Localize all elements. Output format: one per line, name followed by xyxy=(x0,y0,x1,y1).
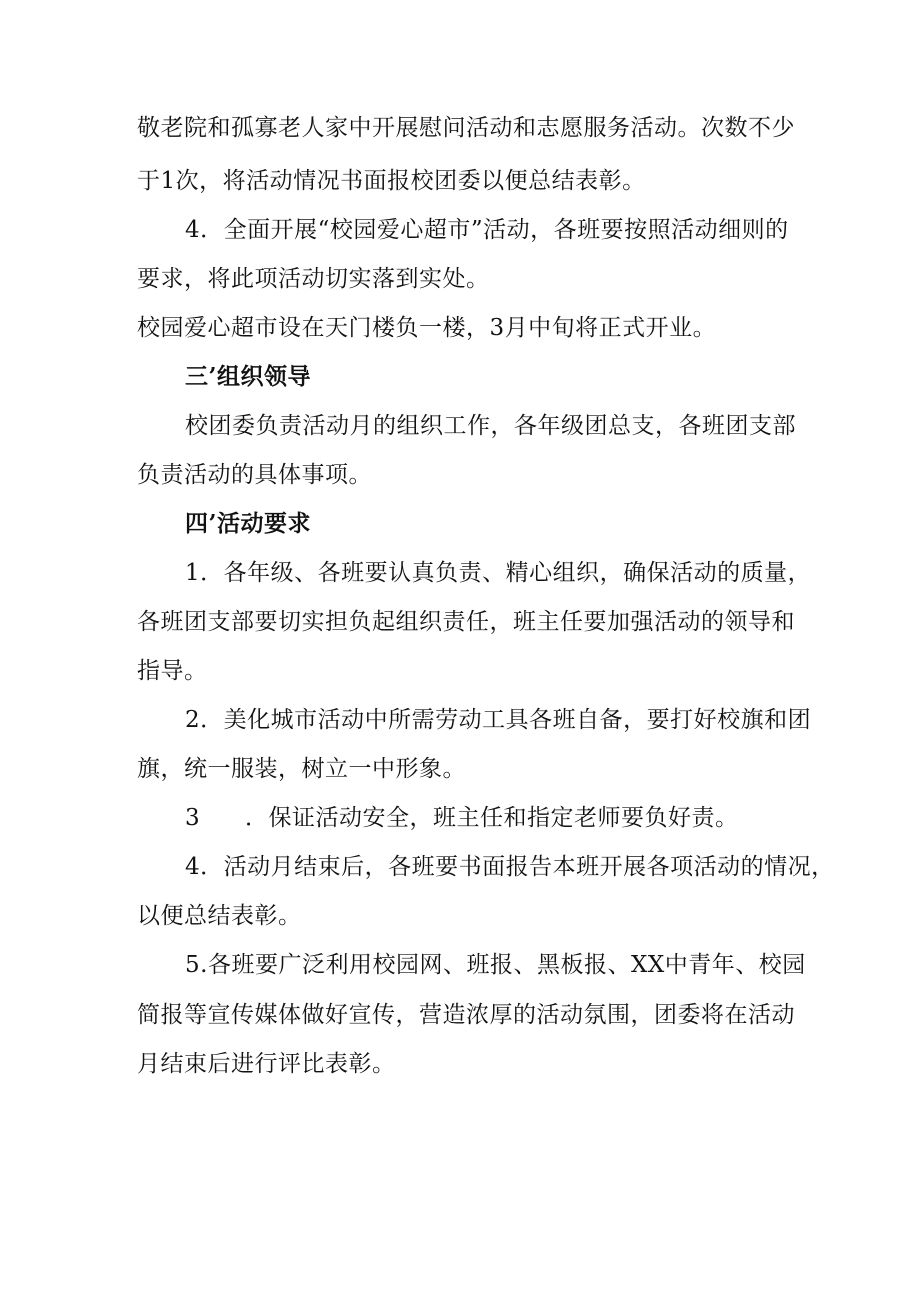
list-item-3 xyxy=(185,803,739,833)
list-item-4b-line-1: 4．活动月结束后，各班要书面报告本班开展各项活动的情况， xyxy=(185,854,835,880)
list-item-5-line-2: 简报等宣传媒体做好宣传，营造浓厚的活动氛围，团委将在活动 xyxy=(137,1002,795,1028)
paragraph-line: 于1次，将活动情况书面报校团委以便总结表彰。 xyxy=(137,168,646,194)
list-item-1-line-3: 指导。 xyxy=(137,658,208,684)
paragraph-line: 负责活动的具体事项。 xyxy=(137,462,372,488)
list-item-3-number: 3 xyxy=(185,805,201,831)
list-item-1-line-1: 1．各年级、各班要认真负责、精心组织，确保活动的质量， xyxy=(185,560,812,586)
list-item-2-line-2: 旗，统一服装，树立一中形象。 xyxy=(137,756,466,782)
paragraph-line: 校团委负责活动月的组织工作，各年级团总支，各班团支部 xyxy=(185,413,796,439)
paragraph-line: 敬老院和孤寡老人家中开展慰问活动和志愿服务活动。次数不少 xyxy=(137,115,795,141)
list-item-4-line-1: 4．全面开展“校园爱心超市”活动，各班要按照活动细则的 xyxy=(185,217,789,243)
paragraph-line: 校园爱心超市设在天门楼负一楼，3月中旬将正式开业。 xyxy=(137,315,717,341)
list-item-5-line-3: 月结束后进行评比表彰。 xyxy=(137,1051,396,1077)
list-item-4b-line-2: 以便总结表彰。 xyxy=(137,903,302,929)
list-item-2-line-1: 2．美化城市活动中所需劳动工具各班自备，要打好校旗和团 xyxy=(185,707,812,733)
section-heading-organization: 三’组织领导 xyxy=(185,363,312,390)
section-heading-requirements: 四’活动要求 xyxy=(185,510,312,537)
list-item-1-line-2: 各班团支部要切实担负起组织责任，班主任要加强活动的领导和 xyxy=(137,609,795,635)
list-item-5-line-1: 5.各班要广泛利用校园网、班报、黑板报、XX中青年、校园 xyxy=(185,952,806,978)
list-item-3-text: ．保证活动安全，班主任和指定老师要负好责。 xyxy=(245,805,739,831)
list-item-4-line-2: 要求，将此项活动切实落到实处。 xyxy=(137,266,490,292)
